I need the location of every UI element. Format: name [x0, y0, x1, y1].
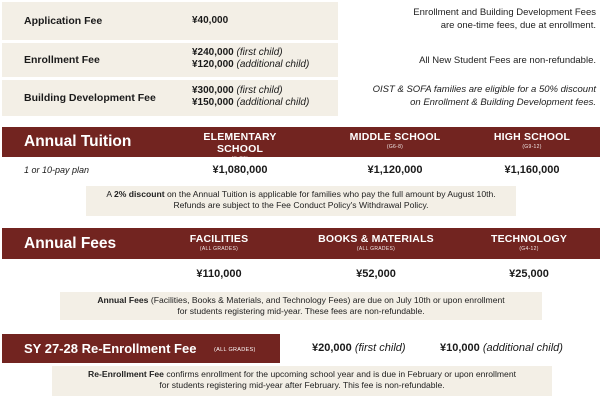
technology-label: TECHNOLOGY [490, 233, 568, 245]
annual-fees-note-bold: Annual Fees [97, 295, 149, 305]
middle-school-label: MIDDLE SCHOOL [349, 131, 441, 143]
annual-fees-note [60, 292, 542, 320]
annual-fees-note-line2: for students registering mid-year. These fees are non-refundable. [177, 306, 425, 316]
reenrollment-header [2, 334, 280, 363]
books-materials-price: ¥52,000 [356, 268, 396, 280]
annual-fees-title: Annual Fees [24, 235, 117, 252]
discount-note [341, 83, 596, 109]
reenrollment-first [312, 342, 406, 354]
building-additional-amount: ¥150,000 [192, 97, 234, 108]
payment-plan-label: 1 or 10-pay plan [24, 165, 90, 175]
tuition-price-row [2, 158, 600, 183]
one-time-note-line2: are one-time fees, due at enrollment. [440, 20, 596, 31]
reenrollment-first-amount: ¥20,000 [312, 342, 352, 354]
building-first-note: (first child) [236, 85, 283, 96]
building-additional-note: (additional child) [236, 97, 310, 108]
discount-note-line1: OIST & SOFA families are eligible for a 50% discount [372, 84, 596, 95]
elementary-school-grades: (K-G5) [231, 156, 249, 162]
reenrollment-additional-note: (additional child) [482, 342, 563, 354]
tuition-refund-line: Refunds are subject to the Fee Conduct Policy's Withdrawal Policy. [173, 200, 429, 210]
application-fee-label: Application Fee [24, 15, 103, 27]
reenrollment-title: SY 27-28 Re-Enrollment Fee [24, 341, 197, 356]
enrollment-first-amount: ¥240,000 [192, 47, 234, 58]
facilities-label: FACILITIES [189, 233, 249, 245]
tuition-discount-bold: 2% discount [113, 189, 165, 199]
middle-school-grades: (G6-8) [386, 144, 404, 150]
high-school-grades: (G9-12) [522, 144, 542, 150]
enrollment-fee-row [2, 43, 338, 77]
reenrollment-note-line2: for students registering mid-year after February. This fee is non-refundable. [159, 380, 445, 390]
building-first-amount: ¥300,000 [192, 85, 234, 96]
facilities-heading [172, 233, 266, 252]
reenrollment-amounts [284, 334, 600, 363]
building-fee-label: Building Development Fee [24, 92, 156, 104]
one-time-fees-note [341, 6, 596, 32]
annual-fees-header [2, 228, 600, 259]
annual-tuition-header [2, 127, 600, 162]
enrollment-first-note: (first child) [236, 47, 283, 58]
annual-fees-price-row [2, 260, 600, 288]
technology-price: ¥25,000 [509, 268, 549, 280]
facilities-grades: (ALL GRADES) [199, 246, 239, 252]
enrollment-additional-note: (additional child) [236, 59, 310, 70]
application-fee-row [2, 2, 338, 40]
enrollment-fee-amounts [192, 47, 309, 71]
middle-school-price: ¥1,120,000 [367, 164, 423, 176]
tuition-discount-note [86, 186, 516, 216]
elementary-school-price: ¥1,080,000 [212, 164, 268, 176]
middle-school-heading [342, 131, 448, 150]
books-materials-heading [308, 233, 444, 252]
high-school-label: HIGH SCHOOL [493, 131, 571, 143]
tuition-discount-post: on the Annual Tuition is applicable for families who pay the full amount by August 10th. [164, 189, 496, 199]
discount-note-line2: on Enrollment & Building Development fees. [410, 97, 596, 108]
reenrollment-first-note: (first child) [354, 342, 406, 354]
elementary-school-label: ELEMENTARY SCHOOL [203, 131, 277, 155]
reenrollment-note-bold: Re-Enrollment Fee [88, 369, 164, 379]
enrollment-fee-label: Enrollment Fee [24, 54, 100, 66]
books-materials-label: BOOKS & MATERIALS [318, 233, 434, 245]
reenrollment-note-rest: confirms enrollment for the upcoming school year and is due in February or upon enrollment [163, 369, 516, 379]
reenrollment-grades: (ALL GRADES) [214, 347, 256, 353]
non-refundable-note: All New Student Fees are non-refundable. [419, 55, 596, 66]
reenrollment-additional [440, 342, 563, 354]
high-school-heading [482, 131, 582, 150]
annual-tuition-title: Annual Tuition [24, 133, 132, 150]
application-fee-amount: ¥40,000 [192, 15, 229, 26]
facilities-price: ¥110,000 [196, 268, 242, 280]
building-fee-row [2, 80, 338, 116]
technology-heading [482, 233, 576, 252]
high-school-price: ¥1,160,000 [504, 164, 560, 176]
enrollment-additional-amount: ¥120,000 [192, 59, 234, 70]
books-materials-grades: (ALL GRADES) [356, 246, 396, 252]
technology-grades: (G4-12) [519, 246, 539, 252]
tuition-discount-pre: A [106, 189, 114, 199]
one-time-note-line1: Enrollment and Building Development Fees [413, 7, 596, 18]
reenrollment-additional-amount: ¥10,000 [440, 342, 480, 354]
annual-fees-note-rest: (Facilities, Books & Materials, and Technology Fees) are due on July 10th or upon enrollment [148, 295, 505, 305]
building-fee-amounts [192, 85, 309, 109]
reenrollment-note [52, 366, 552, 396]
